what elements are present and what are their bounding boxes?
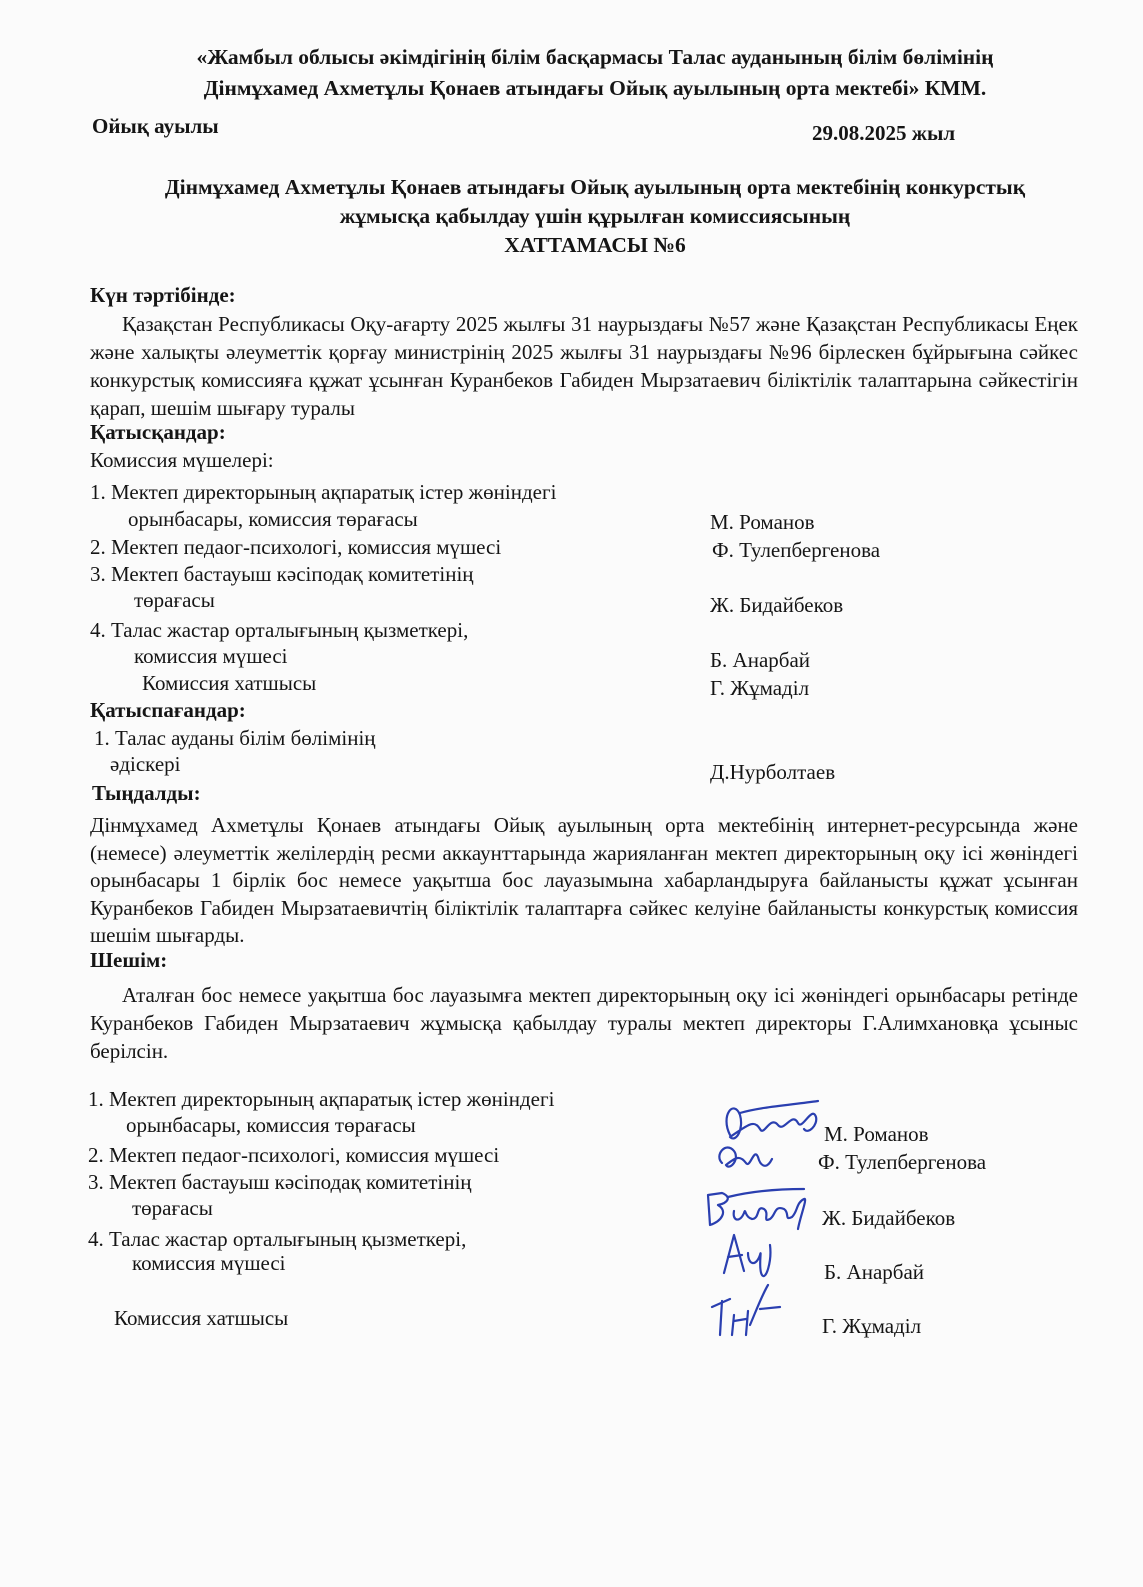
absent-heading: Қатыспағандар: bbox=[90, 698, 246, 722]
absent-role-cont: әдіскері bbox=[110, 752, 181, 776]
participants-subheading: Комиссия мүшелері: bbox=[90, 448, 274, 472]
title-line-3: ХАТТАМАСЫ №6 bbox=[504, 233, 686, 257]
signature-tulepbergenova bbox=[719, 1148, 772, 1167]
signature-anarbai bbox=[724, 1235, 770, 1276]
date: 29.08.2025 жыл bbox=[812, 121, 956, 145]
secretary-role: Комиссия хатшысы bbox=[142, 671, 317, 695]
participant-2-role: 2. Мектеп педаог-психологі, комиссия мүшесі bbox=[90, 535, 502, 559]
place: Ойық ауылы bbox=[92, 114, 219, 138]
title-line-2: жұмысқа қабылдау үшін құрылған комиссиясының bbox=[339, 204, 851, 228]
participant-4-role-cont: комиссия мүшесі bbox=[134, 644, 288, 668]
participant-3-role: 3. Мектеп бастауыш кәсіподақ комитетінің bbox=[90, 562, 474, 586]
secretary-name: Г. Жұмаділ bbox=[710, 676, 810, 700]
signer-secretary-role: Комиссия хатшысы bbox=[114, 1306, 289, 1330]
absent-role: 1. Талас ауданы білім бөлімінің bbox=[94, 726, 376, 750]
participant-3-role-cont: төрағасы bbox=[134, 588, 215, 612]
absent-name: Д.Нурболтаев bbox=[710, 760, 836, 784]
heard-heading: Тыңдалды: bbox=[92, 781, 201, 805]
handwritten-signatures bbox=[700, 1085, 825, 1345]
signer-3-name: Ж. Бидайбеков bbox=[822, 1206, 956, 1230]
participant-2-name: Ф. Тулепбергенова bbox=[712, 538, 881, 562]
title-line-1: Дінмұхамед Ахметұлы Қонаев атындағы Ойық ауылының орта мектебінің конкурстық bbox=[164, 175, 1026, 199]
participant-3-name: Ж. Бидайбеков bbox=[710, 593, 844, 617]
participant-1-role-cont: орынбасары, комиссия төрағасы bbox=[128, 507, 418, 531]
heard-text: Дінмұхамед Ахметұлы Қонаев атындағы Ойық ауылының орта мектебінің интернет-ресурсында және (немесе) әлеуметтік желілердің ресми аккаунттарында жарияланған мектеп директорының оқу ісі жөніндегі орынбасары 1 бірлік бос немесе уақытша бос лауазымына хабарландыруға байланысты құжат ұсынған Куранбеков Габиден Мырзатаевичтің біліктілік талаптарға сәйкес келуіне байланысты конкурстық комиссия шешім шығарды. bbox=[90, 813, 1078, 947]
signer-secretary-name: Г. Жұмаділ bbox=[822, 1314, 922, 1338]
participant-4-name: Б. Анарбай bbox=[710, 648, 811, 672]
document-title bbox=[80, 173, 1110, 260]
signature-bidaibekov bbox=[708, 1193, 805, 1229]
signer-2-role: 2. Мектеп педаог-психологі, комиссия мүшесі bbox=[88, 1143, 500, 1167]
organization-header bbox=[80, 42, 1110, 104]
decision-heading: Шешім: bbox=[90, 948, 168, 972]
org-line-2: Дінмұхамед Ахметұлы Қонаев атындағы Ойық ауылының орта мектебі» КММ. bbox=[203, 76, 987, 100]
signer-3-role-cont: төрағасы bbox=[132, 1196, 213, 1220]
signature-zhumadil bbox=[712, 1285, 780, 1335]
participant-1-role: 1. Мектеп директорының ақпаратық істер жөніндегі bbox=[90, 480, 557, 504]
signer-3-role: 3. Мектеп бастауыш кәсіподақ комитетінің bbox=[88, 1170, 472, 1194]
signer-2-name: Ф. Тулепбергенова bbox=[818, 1150, 987, 1174]
signer-1-role: 1. Мектеп директорының ақпаратық істер жөніндегі bbox=[88, 1087, 555, 1111]
agenda-heading: Күн тәртібінде: bbox=[90, 283, 236, 307]
signer-4-role: 4. Талас жастар орталығының қызметкері, bbox=[88, 1227, 467, 1251]
signer-1-name: М. Романов bbox=[824, 1122, 929, 1146]
signer-4-name: Б. Анарбай bbox=[824, 1260, 925, 1284]
signer-4-role-cont: комиссия мүшесі bbox=[132, 1251, 286, 1275]
participants-heading: Қатысқандар: bbox=[90, 420, 226, 444]
decision-text: Аталған бос немесе уақытша бос лауазымға мектеп директорының оқу ісі жөніндегі орынбасары ретінде Куранбеков Габиден Мырзатаевич жұмысқа қабылдау туралы мектеп директоры Г.Алимхановқа ұсыныс берілсін. bbox=[90, 983, 1078, 1063]
agenda-text: Қазақстан Республикасы Оқу-ағарту 2025 жылғы 31 наурыздағы №57 және Қазақстан Республикасы Еңек және халықты әлеуметтік қорғау министрінің 2025 жылғы 31 наурыздағы №96 бірлескен бұйрығына сәйкес конкурстық комиссияға құжат ұсынған Куранбеков Габиден Мырзатаевич біліктілік талаптарына сәйкестігін қарап, шешім шығару туралы bbox=[90, 312, 1078, 420]
org-line-1: «Жамбыл облысы әкімдігінің білім басқармасы Талас ауданының білім бөлімінің bbox=[196, 45, 994, 69]
participant-4-role: 4. Талас жастар орталығының қызметкері, bbox=[90, 618, 469, 642]
participant-1-name: М. Романов bbox=[710, 510, 815, 534]
signer-1-role-cont: орынбасары, комиссия төрағасы bbox=[126, 1113, 416, 1137]
